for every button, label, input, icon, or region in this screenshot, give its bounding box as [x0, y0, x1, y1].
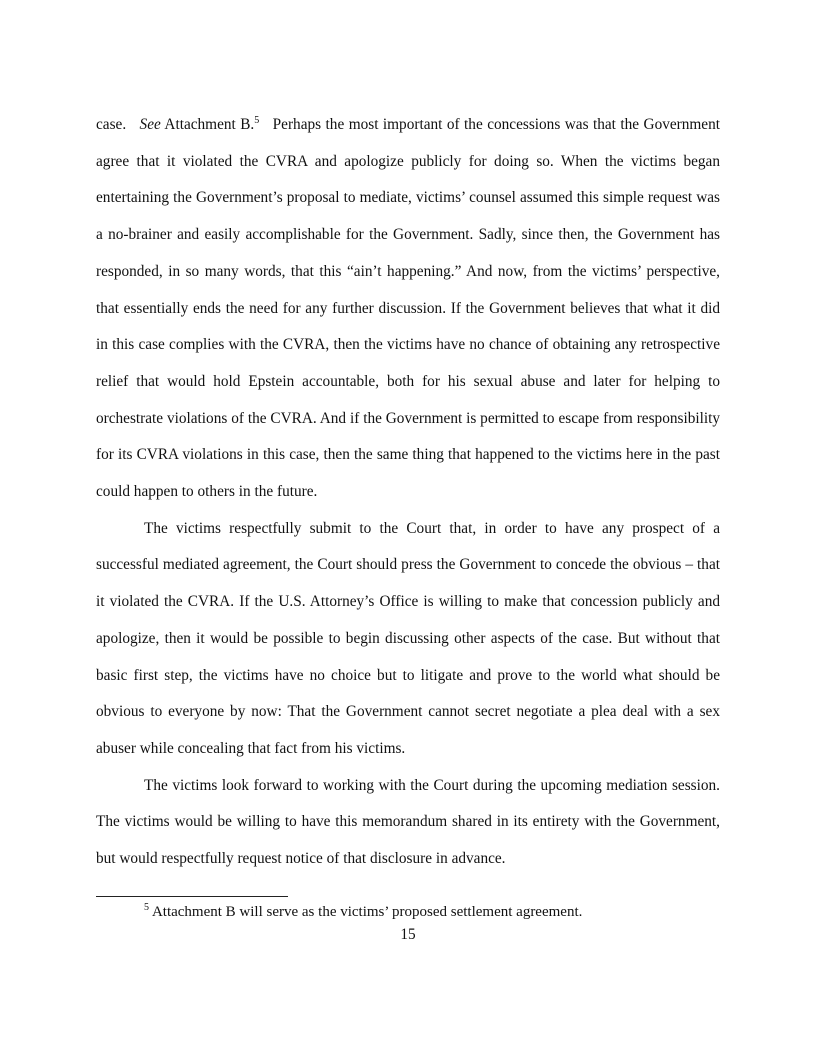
paragraph-continued-text: Perhaps the most important of the concessions was that the Government agree that it violated the CVRA and apologize publicly for doing so. When the victims began entertaining the Government’s proposal to mediate, victims’ counsel assumed this simple request was a no-brainer and easily accomplishable for the Government. Sadly, since then, the Government has responded, in so many words, that this “ain’t happening.” And now, from the victims’ perspective, that essentially ends the need for any further discussion. If the Government believes that what it did in this case complies with the CVRA, then the victims have no chance of obtaining any retrospective relief that would hold Epstein accountable, both for his sexual abuse and later for helping to orchestrate violations of the CVRA. And if the Government is permitted to escape from responsibility for its CVRA violations in this case, then the same thing that happened to the victims here in the past could happen to others in the future. [96, 116, 720, 501]
footnote-text: Attachment B will serve as the victims’ proposed settlement agreement. [151, 904, 583, 920]
see-signal: See [139, 116, 161, 133]
paragraph-request: The victims respectfully submit to the Court that, in order to have any prospect of a successful mediated agreement, the Court should press the Government to concede the obvious – that it violated the CVRA. If the U.S. Attorney’s Office is willing to make that concession publicly and apologize, then it would be possible to begin discussing other aspects of the case. But without that basic first step, the victims have no choice but to litigate and prove to the world what should be obvious to everyone by now: That the Government cannot secret negotiate a plea deal with a sex abuser while concealing that fact from his victims. [96, 519, 720, 757]
paragraph-continued [96, 107, 720, 511]
attachment-reference: Attachment B. [164, 116, 255, 133]
paragraph-closing: The victims look forward to working with the Court during the upcoming mediation session. The victims would be willing to have this memorandum shared in its entirety with the Government, but would respectfully request notice of that disclosure in advance. [96, 776, 720, 868]
case-word: case. [96, 116, 127, 133]
footnote-number: 5 [144, 902, 149, 913]
page-number: 15 [400, 926, 416, 943]
body-text [96, 107, 720, 878]
footnote-reference: 5 [254, 114, 260, 126]
footnote-separator [96, 896, 288, 897]
footnote [144, 902, 720, 922]
